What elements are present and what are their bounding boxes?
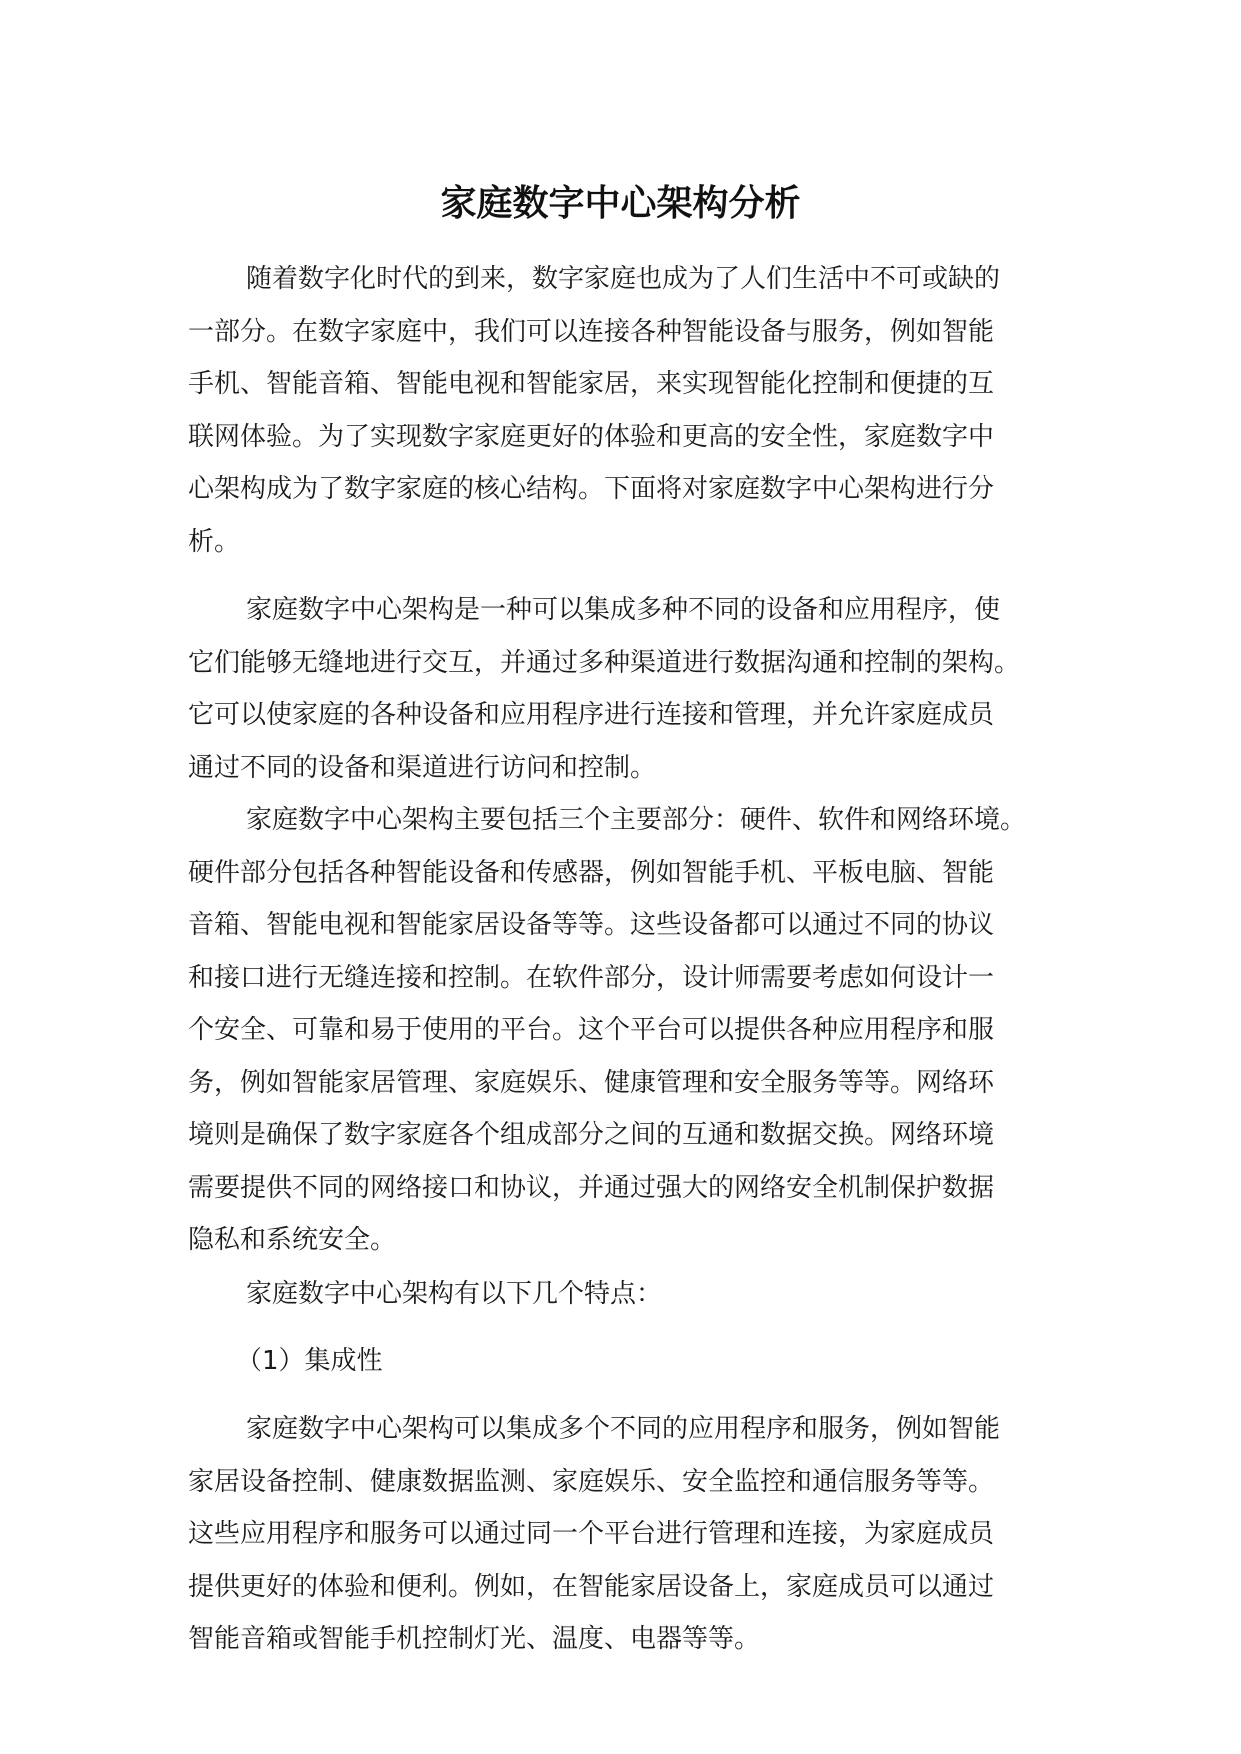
paragraph-line: 析。 xyxy=(188,526,241,557)
paragraph-line: 家居设备控制、健康数据监测、家庭娱乐、安全监控和通信服务等等。 xyxy=(188,1466,995,1497)
paragraph-line: 手机、智能音箱、智能电视和智能家居，来实现智能化控制和便捷的互 xyxy=(188,369,995,399)
paragraph-1 xyxy=(188,253,1068,568)
paragraph-line: 和接口进行无缝连接和控制。在软件部分，设计师需要考虑如何设计一 xyxy=(188,962,995,993)
paragraph-6 xyxy=(188,1403,1068,1666)
paragraph-line: 隐私和系统安全。 xyxy=(188,1225,397,1255)
paragraph-4 xyxy=(188,1268,1068,1321)
paragraph-line: 硬件部分包括各种智能设备和传感器，例如智能手机、平板电脑、智能 xyxy=(188,857,995,888)
paragraph-line: 家庭数字中心架构是一种可以集成多种不同的设备和应用程序，使 xyxy=(246,595,1001,625)
paragraph-line: 境则是确保了数字家庭各个组成部分之间的互通和数据交换。网络环境 xyxy=(188,1120,995,1150)
paragraph-line: 它们能够无缝地进行交互，并通过多种渠道进行数据沟通和控制的架构。 xyxy=(188,647,1021,678)
paragraph-line: 心架构成为了数字家庭的核心结构。下面将对家庭数字中心架构进行分 xyxy=(188,474,995,504)
paragraph-line: 务，例如智能家居管理、家庭娱乐、健康管理和安全服务等等。网络环 xyxy=(188,1067,995,1098)
paragraph-line: 需要提供不同的网络接口和协议，并通过强大的网络安全机制保护数据 xyxy=(188,1172,995,1203)
paragraph-line: 智能音箱或智能手机控制灯光、温度、电器等等。 xyxy=(188,1624,761,1654)
paragraph-line: 家庭数字中心架构可以集成多个不同的应用程序和服务，例如智能 xyxy=(246,1414,1001,1444)
paragraph-line: （1）集成性 xyxy=(236,1346,383,1376)
paragraph-line: 音箱、智能电视和智能家居设备等等。这些设备都可以通过不同的协议 xyxy=(188,910,995,940)
paragraph-line: 家庭数字中心架构主要包括三个主要部分：硬件、软件和网络环境。 xyxy=(246,805,1027,835)
paragraph-line: 联网体验。为了实现数字家庭更好的体验和更高的安全性，家庭数字中 xyxy=(188,421,995,452)
paragraph-2 xyxy=(188,584,1068,794)
paragraph-line: 它可以使家庭的各种设备和应用程序进行连接和管理，并允许家庭成员 xyxy=(188,700,995,730)
paragraph-line: 随着数字化时代的到来，数字家庭也成为了人们生活中不可或缺的 xyxy=(246,264,1001,294)
paragraph-line: 提供更好的体验和便利。例如，在智能家居设备上，家庭成员可以通过 xyxy=(188,1571,995,1602)
paragraph-line: 个安全、可靠和易于使用的平台。这个平台可以提供各种应用程序和服 xyxy=(188,1015,995,1045)
paragraph-line: 一部分。在数字家庭中，我们可以连接各种智能设备与服务，例如智能 xyxy=(188,316,995,347)
paragraph-line: 通过不同的设备和渠道进行访问和控制。 xyxy=(188,752,657,783)
section-heading-integration xyxy=(188,1335,1068,1388)
paragraph-3 xyxy=(188,794,1068,1267)
paragraph-line: 家庭数字中心架构有以下几个特点： xyxy=(246,1279,663,1309)
paragraph-line: 这些应用程序和服务可以通过同一个平台进行管理和连接，为家庭成员 xyxy=(188,1519,995,1549)
document-title: 家庭数字中心架构分析 xyxy=(440,183,801,224)
